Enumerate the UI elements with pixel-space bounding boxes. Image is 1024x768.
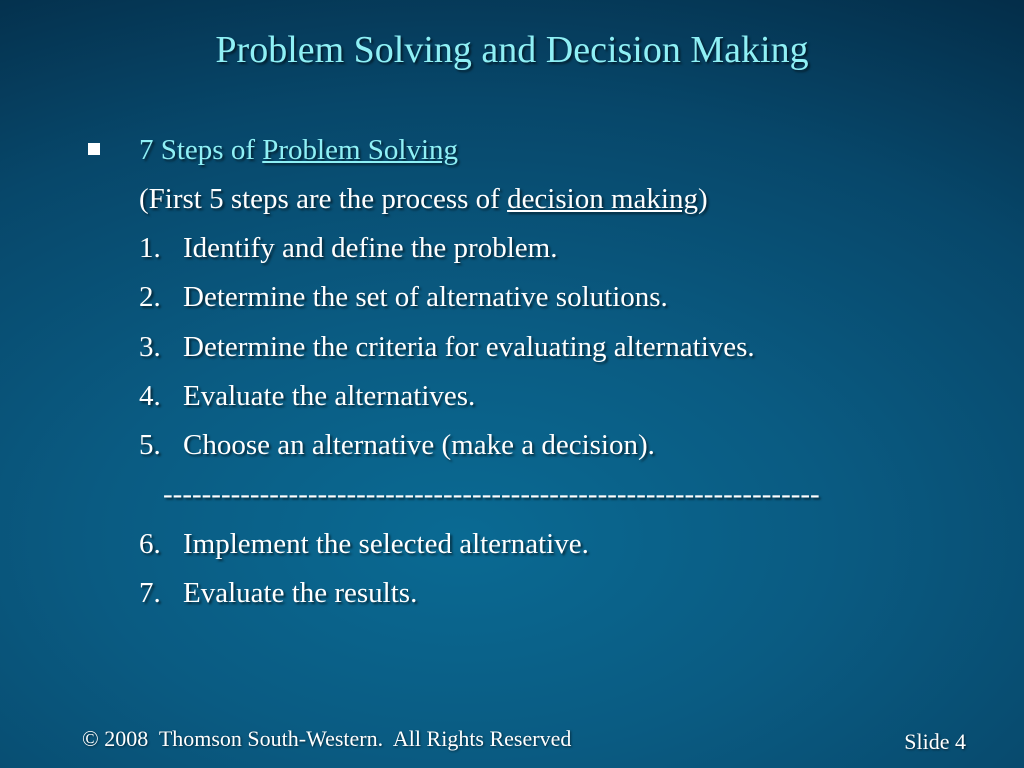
step-item-1: [139, 230, 557, 266]
divider-line: --------------------------------------------------------------------: [163, 478, 820, 510]
step-text: Determine the criteria for evaluating alternatives.: [183, 331, 755, 363]
square-bullet-icon: [88, 143, 100, 155]
step-item-7: [139, 575, 417, 611]
step-text: Implement the selected alternative.: [183, 528, 589, 560]
step-number: 3.: [139, 331, 161, 363]
step-number: 7.: [139, 577, 161, 609]
subheading-open: (First 5 steps are the process of: [139, 183, 508, 215]
slide-number: Slide 4: [904, 729, 966, 754]
step-item-2: [139, 279, 668, 315]
subheading: [139, 181, 708, 217]
step-text: Choose an alternative (make a decision).: [183, 429, 655, 461]
step-text: Determine the set of alternative solutions.: [183, 281, 668, 313]
subheading-close: ): [697, 183, 708, 215]
step-number: 4.: [139, 380, 161, 412]
step-number: 6.: [139, 528, 161, 560]
step-item-4: [139, 378, 475, 414]
step-text: Identify and define the problem.: [183, 232, 558, 264]
decision-making-link[interactable]: decision making: [507, 183, 698, 215]
step-text: Evaluate the alternatives.: [183, 380, 476, 412]
step-text: Evaluate the results.: [183, 577, 418, 609]
heading-prefix: 7 Steps of: [139, 134, 263, 166]
step-number: 1.: [139, 232, 161, 264]
footer-copyright: © 2008 Thomson South-Western. All Rights Reserved: [82, 726, 572, 751]
step-item-5: [139, 427, 655, 463]
step-number: 2.: [139, 281, 161, 313]
step-item-3: [139, 329, 755, 365]
slide-title: Problem Solving and Decision Making: [215, 29, 809, 71]
bullet-heading: [139, 132, 458, 168]
step-number: 5.: [139, 429, 161, 461]
step-item-6: [139, 526, 589, 562]
problem-solving-link[interactable]: Problem Solving: [262, 134, 459, 166]
